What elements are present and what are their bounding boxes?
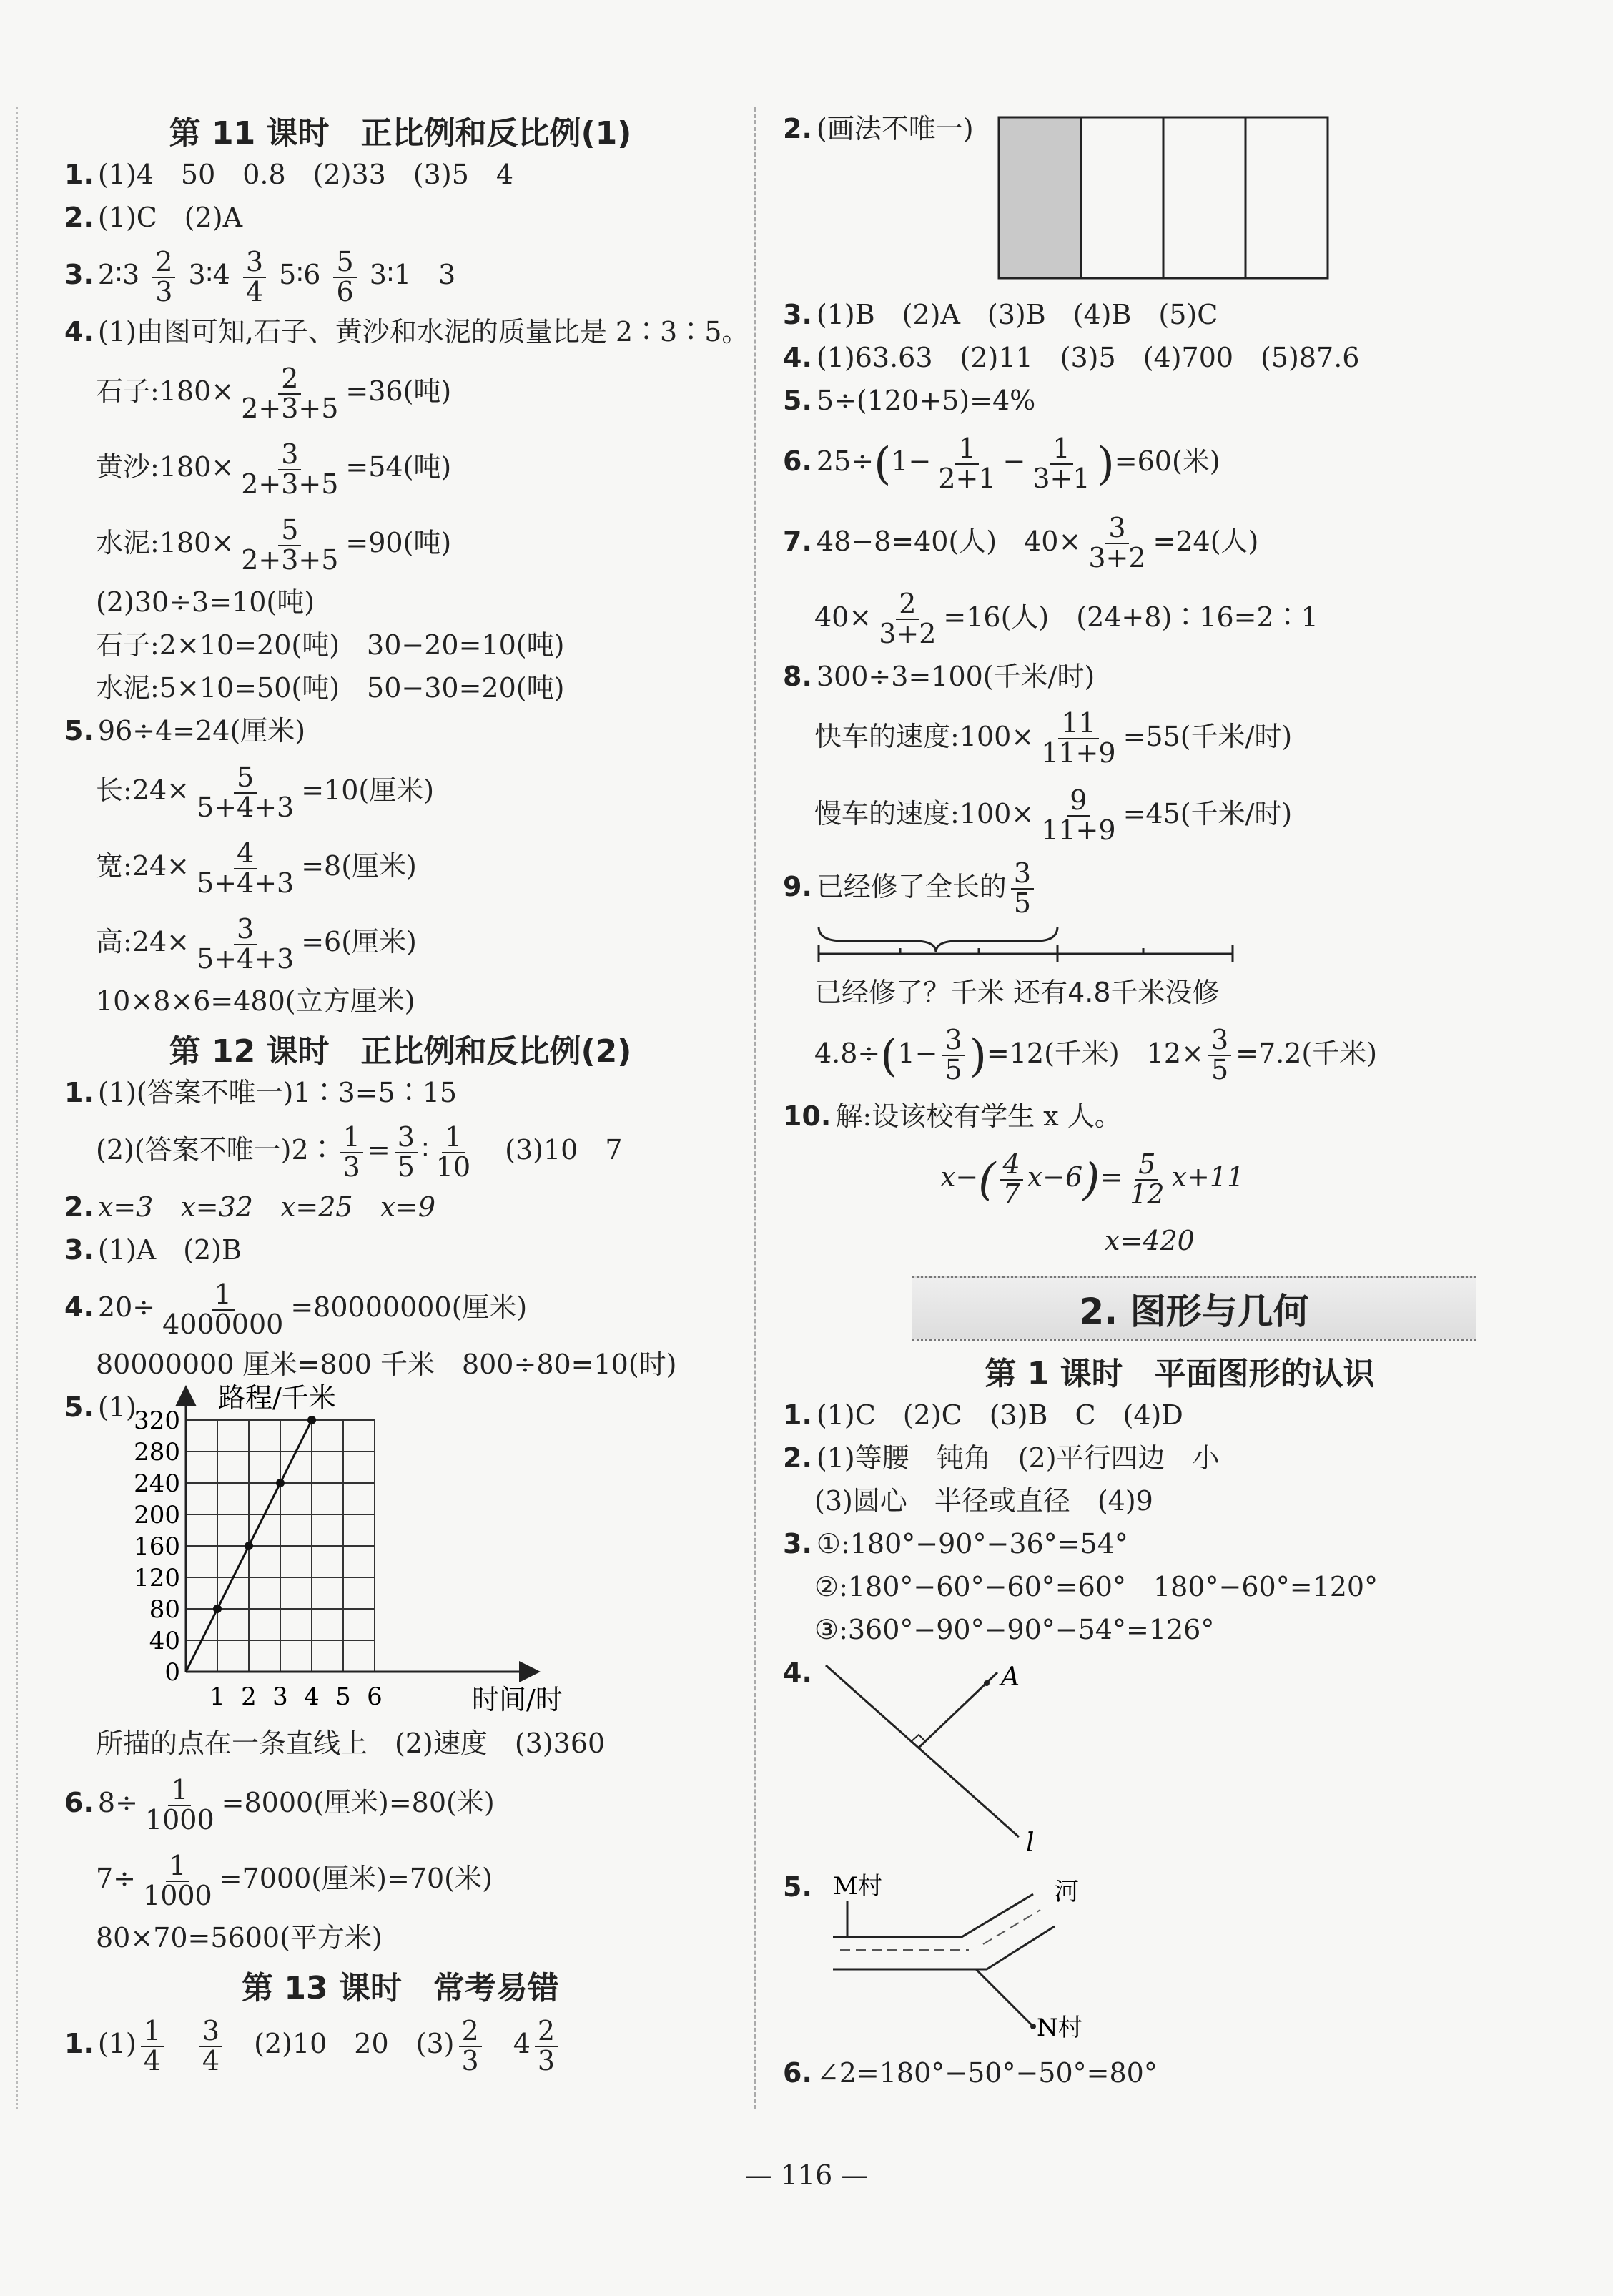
fraction: $\frac{1}{1000}$ bbox=[144, 1773, 214, 1836]
n-q1: 1. (1) $\frac{1}{4}$ $\frac{3}{4}$ (2)10 20 (3) $\frac{2}{3}$ 4 $\frac{2}{3}$ bbox=[64, 2008, 736, 2079]
fraction: $\frac{2}{3}$ bbox=[535, 2017, 558, 2076]
fraction: $\frac{1}{1000}$ bbox=[143, 1849, 212, 1911]
river-village-figure bbox=[819, 1866, 1119, 2044]
y-tick-label: 320 bbox=[134, 1406, 180, 1435]
m-q6: 6. 8÷ $\frac{1}{1000}$ =8000(厘米)=80(米) bbox=[64, 1773, 495, 1836]
x-tick-label: 3 bbox=[272, 1682, 288, 1711]
m-q6-area: 80×70=5600(平方米) bbox=[96, 1922, 383, 1953]
fraction: $\frac{1}{4}$ bbox=[141, 2017, 164, 2076]
x-tick-label: 2 bbox=[241, 1682, 257, 1711]
q1: 1. (1)4 50 0.8 (2)33 (3)5 4 bbox=[64, 159, 514, 190]
river-label: 河 bbox=[1055, 1877, 1079, 1906]
r-q9-diagram bbox=[783, 921, 1577, 971]
fraction: $\frac{5}{2+3+5}$ bbox=[241, 513, 339, 576]
q4-cement: 水泥:180× $\frac{5}{2+3+5}$ =90(吨) bbox=[96, 513, 452, 576]
data-point bbox=[307, 1416, 316, 1424]
s-q5: 5. M村 河 N村 bbox=[783, 1866, 1577, 2051]
s-q6: 6. ∠2=180°−50°−50°=80° bbox=[783, 2056, 1158, 2089]
q4-sand: 黄沙:180× $\frac{3}{2+3+5}$ =54(吨) bbox=[96, 438, 452, 500]
m-q5: 5. (1) 路程/千米 时间/时 0 40 80 120 160 200 240 280 320 1 2 3 4 5 6 bbox=[64, 1386, 736, 1722]
q5-width: 宽:24× $\frac{4}{5+4+3}$ =8(厘米) bbox=[96, 837, 417, 899]
x-tick-label: 6 bbox=[367, 1682, 383, 1711]
n-village-label: N村 bbox=[1037, 2013, 1082, 2042]
fraction: $\frac{4}{7}$ bbox=[1000, 1151, 1022, 1209]
fraction: $\frac{3}{5}$ bbox=[395, 1123, 418, 1182]
fraction: $\frac{2}{2+3+5}$ bbox=[241, 362, 339, 424]
y-tick-label: 80 bbox=[149, 1595, 180, 1624]
fraction: $\frac{5}{6}$ bbox=[333, 248, 356, 307]
road-segment-diagram bbox=[814, 921, 1243, 964]
lesson-13-title: 第 13 课时 常考易错 bbox=[242, 1970, 559, 2006]
q5-height: 高:24× $\frac{3}{5+4+3}$ =6(厘米) bbox=[96, 912, 417, 975]
m-village-label: M村 bbox=[833, 1871, 882, 1901]
m-q3: 3. (1)A (2)B bbox=[64, 1234, 242, 1266]
m-q1-part2: (2)(答案不唯一)2∶ $\frac{1}{3}$ = $\frac{3}{5}$ ∶ $\frac{1}{10}$ (3)10 7 bbox=[96, 1120, 623, 1183]
r-q10-solution: x=420 bbox=[1105, 1224, 1195, 1256]
geometry-lesson-1-title: 第 1 课时 平面图形的认识 bbox=[985, 1355, 1375, 1392]
left-column bbox=[64, 107, 749, 2079]
s-q4: 4. A l bbox=[783, 1651, 1577, 1866]
r-q7-part2: 40× $\frac{2}{3+2}$ =16(人) (24+8)∶16=2∶1 bbox=[814, 588, 1318, 649]
y-tick-label: 240 bbox=[134, 1469, 180, 1498]
x-tick-label: 5 bbox=[335, 1682, 351, 1711]
point-a-label: A bbox=[1001, 1662, 1020, 1692]
r-q10: 10. 解:设该校有学生 x 人。 bbox=[783, 1100, 1122, 1132]
perpendicular-figure bbox=[812, 1651, 1069, 1858]
fraction: $\frac{5}{5+4+3}$ bbox=[197, 761, 295, 823]
section-title: 2. 图形与几何 bbox=[912, 1276, 1476, 1341]
fraction: $\frac{1}{10}$ bbox=[435, 1120, 471, 1183]
distance-time-chart bbox=[129, 1379, 572, 1715]
q3: 3. 2∶3 $\frac{2}{3}$ 3∶4 $\frac{3}{4}$ 5∶6 $\frac{5}{6}$ 3∶1 3 bbox=[64, 245, 456, 307]
q4-part2-stone: 石子:2×10=20(吨) 30−20=10(吨) bbox=[96, 629, 565, 661]
lesson-11-title: 第 11 课时 正比例和反比例(1) bbox=[169, 115, 632, 152]
q4-stone: 石子:180× $\frac{2}{2+3+5}$ =36(吨) bbox=[96, 362, 452, 424]
r-q7: 7. 48−8=40(人) 40× $\frac{3}{3+2}$ =24(人) bbox=[783, 512, 1259, 573]
r-q8-slow: 慢车的速度:100× $\frac{9}{11+9}$ =45(千米/时) bbox=[814, 784, 1293, 846]
m-q6-part2: 7÷ $\frac{1}{1000}$ =7000(厘米)=70(米) bbox=[96, 1849, 493, 1911]
r-q4: 4. (1)63.63 (2)11 (3)5 (4)700 (5)87.6 bbox=[783, 342, 1360, 373]
lesson-12-title: 第 12 课时 正比例和反比例(2) bbox=[169, 1033, 632, 1070]
q4-part2: (2)30÷3=10(吨) bbox=[96, 586, 315, 618]
r-q8-fast: 快车的速度:100× $\frac{11}{11+9}$ =55(千米/时) bbox=[814, 707, 1293, 769]
r-q9: 9. 已经修了全长的 $\frac{3}{5}$ bbox=[783, 852, 1577, 921]
fraction: $\frac{4}{5+4+3}$ bbox=[197, 837, 295, 899]
m-q4: 4. 20÷ $\frac{1}{4000000}$ =80000000(厘米) bbox=[64, 1278, 528, 1340]
q5-length: 长:24× $\frac{5}{5+4+3}$ =10(厘米) bbox=[96, 761, 435, 823]
fraction: $\frac{3}{5}$ bbox=[1011, 859, 1034, 918]
fraction: $\frac{3}{5}$ bbox=[942, 1026, 965, 1085]
q4: 4. (1)由图可知,石子、黄沙和水泥的质量比是 2∶3∶5。 bbox=[64, 316, 749, 348]
m-q5-answer: 所描的点在一条直线上 (2)速度 (3)360 bbox=[96, 1728, 606, 1759]
fraction: $\frac{3}{5}$ bbox=[1208, 1026, 1231, 1085]
q5: 5. 96÷4=24(厘米) bbox=[64, 715, 306, 747]
s-q3-b: ②:180°−60°−60°=60° 180°−60°=120° bbox=[814, 1570, 1378, 1602]
fraction: $\frac{3}{4}$ bbox=[199, 2017, 222, 2076]
fraction: $\frac{3}{2+3+5}$ bbox=[241, 438, 339, 500]
fraction: $\frac{1}{2+1}$ bbox=[938, 432, 996, 494]
r-q9-answer: 4.8÷(1− $\frac{3}{5}$ )=12(千米) 12× $\frac{3}{5}$ =7.2(千米) bbox=[814, 1024, 1378, 1085]
y-axis-label: 路程/千米 bbox=[218, 1382, 336, 1414]
right-column bbox=[783, 107, 1577, 2094]
q5-volume: 10×8×6=480(立方厘米) bbox=[96, 985, 415, 1017]
y-tick-label: 200 bbox=[134, 1501, 180, 1529]
column-divider bbox=[754, 107, 756, 2109]
x-axis-label: 时间/时 bbox=[472, 1684, 563, 1715]
r-q5: 5. 5÷(120+5)=4% bbox=[783, 385, 1036, 416]
q4-part2-cement: 水泥:5×10=50(吨) 50−30=20(吨) bbox=[96, 672, 565, 704]
y-tick-label: 120 bbox=[134, 1564, 180, 1592]
r-q3: 3. (1)B (2)A (3)B (4)B (5)C bbox=[783, 299, 1218, 330]
fraction: $\frac{1}{3+1}$ bbox=[1032, 432, 1090, 494]
fraction: $\frac{5}{12}$ bbox=[1130, 1148, 1165, 1210]
fraction: $\frac{2}{3}$ bbox=[459, 2017, 482, 2076]
data-point bbox=[213, 1605, 222, 1613]
m-q4-part2: 80000000 厘米=800 千米 800÷80=10(时) bbox=[96, 1349, 677, 1380]
q2: 2. (1)C (2)A bbox=[64, 202, 243, 233]
r-q10-equation: x−( $\frac{4}{7}$ x−6)= $\frac{5}{12}$ x+11 bbox=[940, 1148, 1245, 1210]
data-point bbox=[245, 1542, 253, 1550]
fraction: $\frac{11}{11+9}$ bbox=[1041, 707, 1116, 769]
fraction: $\frac{3}{5+4+3}$ bbox=[197, 912, 295, 975]
s-q1: 1. (1)C (2)C (3)B C (4)D bbox=[783, 1399, 1183, 1431]
fraction: $\frac{3}{4}$ bbox=[243, 248, 266, 307]
fraction: $\frac{2}{3}$ bbox=[152, 248, 175, 307]
r-q2: 2. (画法不唯一) bbox=[783, 107, 1577, 293]
y-tick-label: 280 bbox=[134, 1438, 180, 1467]
x-tick-label: 1 bbox=[209, 1682, 225, 1711]
s-q2-part2: (3)圆心 半径或直径 (4)9 bbox=[814, 1484, 1153, 1517]
fraction: $\frac{9}{11+9}$ bbox=[1041, 784, 1116, 846]
m-q1: 1. (1)(答案不唯一)1∶3=5∶15 bbox=[64, 1077, 458, 1108]
y-tick-label: 0 bbox=[164, 1658, 180, 1687]
s-q3: 3. ①:180°−90°−36°=54° bbox=[783, 1527, 1128, 1560]
m-q2: 2. x=3 x=32 x=25 x=9 bbox=[64, 1191, 436, 1223]
data-point bbox=[276, 1479, 285, 1487]
x-tick-label: 4 bbox=[304, 1682, 320, 1711]
fraction: $\frac{2}{3+2}$ bbox=[879, 588, 937, 649]
page-number: — 116 — bbox=[744, 2159, 869, 2191]
y-tick-label: 160 bbox=[134, 1532, 180, 1561]
s-q2: 2. (1)等腰 钝角 (2)平行四边 小 bbox=[783, 1442, 1220, 1474]
page-edge-line bbox=[16, 107, 18, 2109]
line-l-label: l bbox=[1026, 1828, 1035, 1858]
fraction: $\frac{1}{3}$ bbox=[340, 1123, 363, 1182]
r-q8: 8. 300÷3=100(千米/时) bbox=[783, 660, 1095, 692]
fraction: $\frac{3}{3+2}$ bbox=[1088, 512, 1146, 573]
r-q6: 6. 25÷(1− $\frac{1}{2+1}$ − $\frac{1}{3+1}$ )=60(米) bbox=[783, 432, 1220, 494]
r-q9-labels: 已经修了？千米 还有4.8千米没修 bbox=[814, 976, 1220, 1008]
s-q3-c: ③:360°−90°−90°−54°=126° bbox=[814, 1613, 1215, 1645]
rectangle-figure bbox=[997, 116, 1333, 287]
y-tick-label: 40 bbox=[149, 1627, 180, 1655]
fraction: $\frac{1}{4000000}$ bbox=[162, 1278, 284, 1340]
